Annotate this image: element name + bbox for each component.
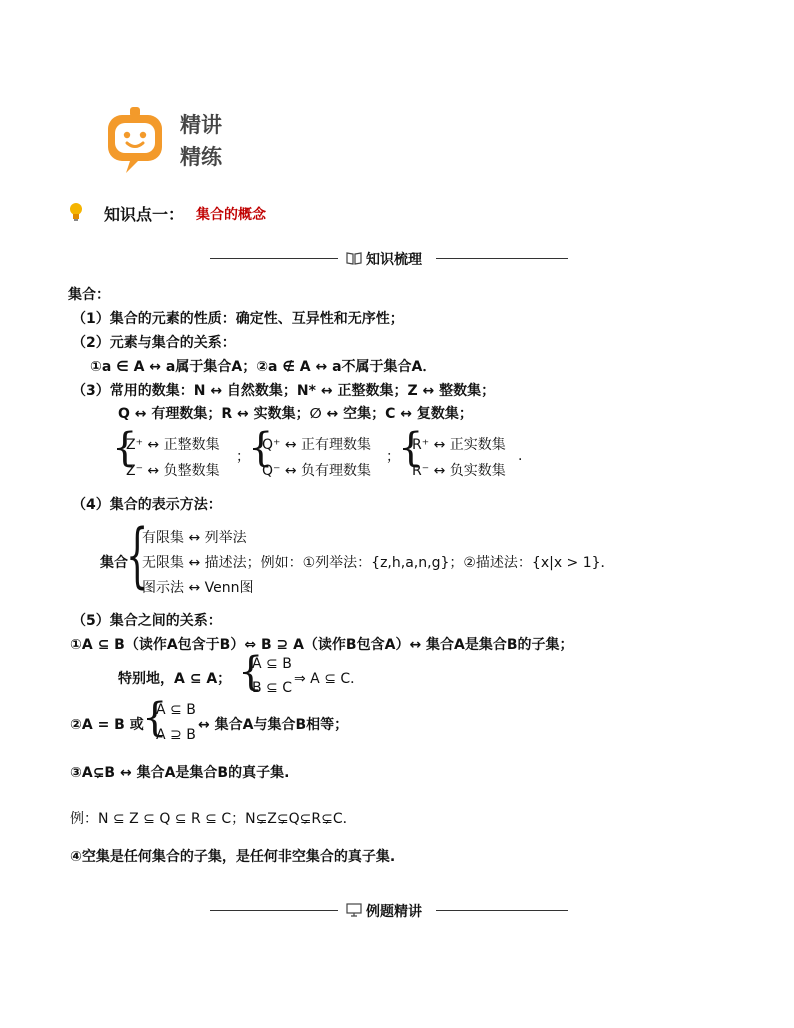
text-special-c2: B ⊆ C [252, 680, 293, 696]
section-knowledge-title: 知识梳理 [366, 252, 422, 268]
text-common-sets: （3）常用的数集：N ↔ 自然数集；N* ↔ 正整数集；Z ↔ 整数集； [72, 383, 496, 399]
text-equal-post: ↔ 集合A与集合B相等； [198, 717, 349, 733]
text-special: 特别地，A ⊆ A； [118, 671, 232, 687]
section-examples-title: 例题精讲 [366, 904, 422, 920]
text-special-post: ⇒ A ⊆ C． [294, 671, 365, 687]
text-rep-3: 图示法 ↔ Venn图 [142, 580, 254, 596]
brace-equal: { [142, 695, 168, 741]
logo-text-2: 精练 [180, 145, 222, 169]
separator: ； [386, 449, 400, 465]
presentation-icon [346, 902, 362, 921]
text-set: 集合： [68, 287, 110, 303]
text-r-neg: R⁻ ↔ 负实数集 [412, 463, 506, 479]
text-q-neg: Q⁻ ↔ 负有理数集 [262, 463, 372, 479]
divider-left [210, 258, 338, 259]
brace-special: { [238, 649, 264, 695]
text-set-label: 集合 [100, 555, 128, 571]
brace-representation: { [126, 514, 149, 596]
text-rep-1: 有限集 ↔ 列举法 [142, 530, 247, 546]
robot-logo-icon [104, 105, 168, 177]
text-proper-subset: ③A⊊B ↔ 集合A是集合B的真子集. [70, 765, 290, 781]
text-common-sets-2: Q ↔ 有理数集；R ↔ 实数集；∅ ↔ 空集；C ↔ 复数集； [118, 406, 473, 422]
knowledge-point-title: 知识点一： [104, 205, 185, 224]
divider-right-2 [436, 910, 568, 911]
brace-r: { [398, 425, 424, 471]
text-q-pos: Q⁺ ↔ 正有理数集 [262, 437, 372, 453]
text-z-neg: Z⁻ ↔ 负整数集 [126, 463, 220, 479]
divider-left-2 [210, 910, 338, 911]
brace-z: { [112, 425, 138, 471]
text-rep-2: 无限集 ↔ 描述法；例如：①列举法：{z,h,a,n,g}；②描述法：{x|x > 1}． [142, 555, 615, 571]
text-property: （1）集合的元素的性质：确定性、互异性和无序性； [72, 311, 404, 327]
text-relationships: （5）集合之间的关系： [72, 613, 222, 629]
logo [104, 105, 239, 177]
brace-q: { [248, 425, 274, 471]
text-relation: （2）元素与集合的关系： [72, 335, 236, 351]
text-equal: ②A = B 或 [70, 717, 144, 733]
lightbulb-icon [68, 202, 84, 226]
text-equal-c1: A ⊆ B [156, 702, 196, 718]
text-equal-c2: A ⊇ B [156, 727, 196, 743]
book-icon [346, 250, 362, 269]
divider-right [436, 258, 568, 259]
text-z-pos: Z⁺ ↔ 正整数集 [126, 437, 220, 453]
logo-text-1: 精讲 [180, 113, 222, 137]
text-r-pos: R⁺ ↔ 正实数集 [412, 437, 506, 453]
text-example: 例：N ⊆ Z ⊆ Q ⊆ R ⊆ C；N⊊Z⊊Q⊊R⊊C． [70, 811, 357, 827]
separator: ； [236, 449, 250, 465]
text-special-c1: A ⊆ B [252, 656, 292, 672]
separator: . [518, 448, 523, 464]
text-representation: （4）集合的表示方法： [72, 497, 222, 513]
knowledge-point-subtitle: 集合的概念 [196, 207, 266, 223]
text-membership: ①a ∈ A ↔ a属于集合A；②a ∉ A ↔ a不属于集合A． [90, 359, 437, 375]
text-subset: ①A ⊆ B（读作A包含于B）⇔ B ⊇ A（读作B包含A）↔ 集合A是集合B的子集； [70, 637, 574, 653]
text-empty-set: ④空集是任何集合的子集，是任何非空集合的真子集. [70, 849, 396, 865]
